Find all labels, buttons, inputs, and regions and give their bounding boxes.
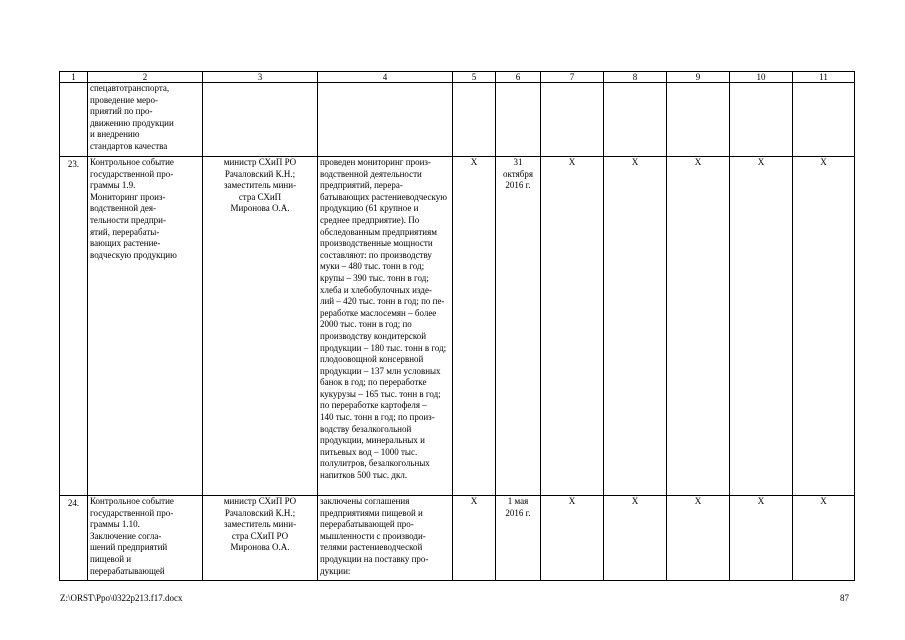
row-number: 24.	[60, 496, 88, 581]
text-line: государственной про-	[90, 507, 174, 518]
text-line: кукурузы – 165 тыс. тонн в год;	[320, 388, 441, 399]
mark-cell: X	[604, 157, 667, 496]
text-line: тельности предпри-	[90, 214, 166, 225]
text-line: обследованным предприятиям	[320, 226, 437, 237]
header-cell: 10	[730, 72, 793, 83]
text-line: напитков 500 тыс. дкл.	[320, 470, 408, 481]
header-cell: 11	[793, 72, 855, 83]
header-cell: 2	[88, 72, 203, 83]
mark-cell: X	[541, 157, 604, 496]
text-line: продукции – 180 тыс. тонн в год;	[320, 342, 447, 353]
table-row-24	[60, 496, 855, 581]
responsible-cell	[203, 496, 318, 581]
text-line: перерабатывающей про-	[320, 519, 414, 530]
text-line: производству кондитерской	[320, 330, 427, 341]
text-line: полулитров, безалкогольных	[320, 458, 430, 469]
text-line: шений предприятий	[90, 542, 168, 553]
text-line: государственной про-	[90, 168, 174, 179]
text-line: продукции – 137 млн условных	[320, 365, 441, 376]
text-line: спецавтотранспорта,	[90, 83, 170, 93]
table-row-23	[60, 157, 855, 496]
text-line: производственные мощности	[320, 238, 433, 249]
text-line: крупы – 390 тыс. тонн в год;	[320, 272, 429, 283]
cell-9	[667, 83, 730, 157]
cell-5	[453, 83, 496, 157]
text-line: лий – 420 тыс. тонн в год; по пе-	[320, 296, 445, 307]
responsible-cell	[203, 83, 318, 157]
page-number: 87	[840, 593, 849, 603]
result-cell	[318, 83, 453, 157]
text-line: плодоовощной консервной	[320, 354, 424, 365]
header-cell: 1	[60, 72, 88, 83]
text-line: приятий по про-	[90, 106, 153, 117]
cell-7	[541, 83, 604, 157]
cell-11	[793, 83, 855, 157]
table-row-continuation	[60, 83, 855, 157]
text-line: Рачаловский К.Н.;	[224, 507, 296, 518]
date-cell	[496, 157, 541, 496]
text-line: пищевой и	[90, 553, 132, 564]
result-cell	[318, 157, 453, 496]
text-line: 2016 г.	[505, 180, 531, 191]
text-line: заместитель мини-	[223, 180, 297, 191]
text-line: стра СХиП РО	[231, 530, 289, 541]
text-line: Заключение согла-	[90, 530, 162, 541]
mark-cell: X	[667, 157, 730, 496]
mark-cell: X	[730, 157, 793, 496]
header-cell: 4	[318, 72, 453, 83]
header-cell: 9	[667, 72, 730, 83]
text-line: 140 тыс. тонн в год; по произ-	[320, 412, 435, 423]
text-line: министр СХиП РО	[223, 157, 297, 167]
text-line: батывающих растениеводческую	[320, 191, 447, 202]
mark-cell: X	[453, 157, 496, 496]
text-line: банок в год; по переработке	[320, 377, 427, 388]
text-line: телями растениеводческой	[320, 542, 423, 553]
text-line: 2000 тыс. тонн в год; по	[320, 319, 412, 330]
text-line: Контрольное событие	[90, 157, 174, 167]
text-line: реработке маслосемян – более	[320, 307, 437, 318]
text-line: заместитель мини-	[223, 519, 297, 530]
header-cell: 3	[203, 72, 318, 83]
cell-10	[730, 83, 793, 157]
description-cell	[88, 496, 203, 581]
text-line: стра СХиП	[238, 191, 282, 202]
text-line: продукции на поставку про-	[320, 553, 429, 564]
text-line: заключены соглашения	[320, 496, 410, 506]
mark-cell: X	[541, 496, 604, 581]
mark-cell: X	[793, 496, 855, 581]
cell-8	[604, 83, 667, 157]
text-line: проведение меро-	[90, 94, 159, 105]
header-cell: 5	[453, 72, 496, 83]
text-line: предприятий, перера-	[320, 180, 403, 191]
row-number: 23.	[60, 157, 88, 496]
text-line: по переработке картофеля –	[320, 400, 427, 411]
text-line: Контрольное событие	[90, 496, 174, 506]
text-line: граммы 1.10.	[90, 519, 140, 530]
text-line: питьевых вод – 1000 тыс.	[320, 446, 418, 457]
text-line: продукцию (61 крупное и	[320, 203, 419, 214]
text-line: 31	[513, 157, 523, 167]
text-line: 1 мая	[507, 496, 529, 506]
text-line: октября	[503, 168, 533, 179]
header-row	[60, 72, 855, 83]
mark-cell: X	[793, 157, 855, 496]
header-cell: 6	[496, 72, 541, 83]
cell-6	[496, 83, 541, 157]
text-line: 2016 г.	[505, 507, 531, 518]
description-cell	[88, 83, 203, 157]
text-line: мышленности с производи-	[320, 530, 426, 541]
mark-cell: X	[730, 496, 793, 581]
mark-cell: X	[604, 496, 667, 581]
text-line: муки – 480 тыс. тонн в год;	[320, 261, 425, 272]
text-line: среднее предприятие). По	[320, 214, 420, 225]
text-line: продукции, минеральных и	[320, 435, 425, 446]
mark-cell: X	[667, 496, 730, 581]
responsible-cell	[203, 157, 318, 496]
header-cell: 8	[604, 72, 667, 83]
text-line: и внедрению	[90, 129, 140, 140]
document-table	[59, 71, 855, 581]
text-line: водственной дея-	[90, 203, 157, 214]
text-line: вающих растение-	[90, 238, 161, 249]
text-line: Рачаловский К.Н.;	[224, 168, 296, 179]
text-line: Миронова О.А.	[230, 542, 290, 553]
text-line: водческую продукцию	[90, 249, 177, 260]
text-line: дукции:	[320, 565, 351, 576]
file-path: Z:\ORST\Ppo\0322p213.f17.docx	[60, 593, 183, 603]
mark-cell: X	[453, 496, 496, 581]
text-line: Мониторинг произ-	[90, 191, 166, 202]
text-line: движению продукции	[90, 117, 174, 128]
text-line: министр СХиП РО	[223, 496, 297, 506]
number-cell	[60, 83, 88, 157]
text-line: хлеба и хлебобулочных изде-	[320, 284, 432, 295]
text-line: составляют: по производству	[320, 249, 432, 260]
result-cell	[318, 496, 453, 581]
text-line: перерабатывающей	[90, 565, 165, 576]
text-line: проведен мониторинг произ-	[320, 157, 431, 167]
text-line: водственной деятельности	[320, 168, 422, 179]
header-cell: 7	[541, 72, 604, 83]
text-line: граммы 1.9.	[90, 180, 136, 191]
text-line: предприятиями пищевой и	[320, 507, 423, 518]
text-line: ятий, перерабаты-	[90, 226, 160, 237]
text-line: водству безалкогольной	[320, 423, 412, 434]
text-line: Миронова О.А.	[230, 203, 290, 214]
date-cell	[496, 496, 541, 581]
text-line: стандартов качества	[90, 140, 168, 151]
description-cell	[88, 157, 203, 496]
